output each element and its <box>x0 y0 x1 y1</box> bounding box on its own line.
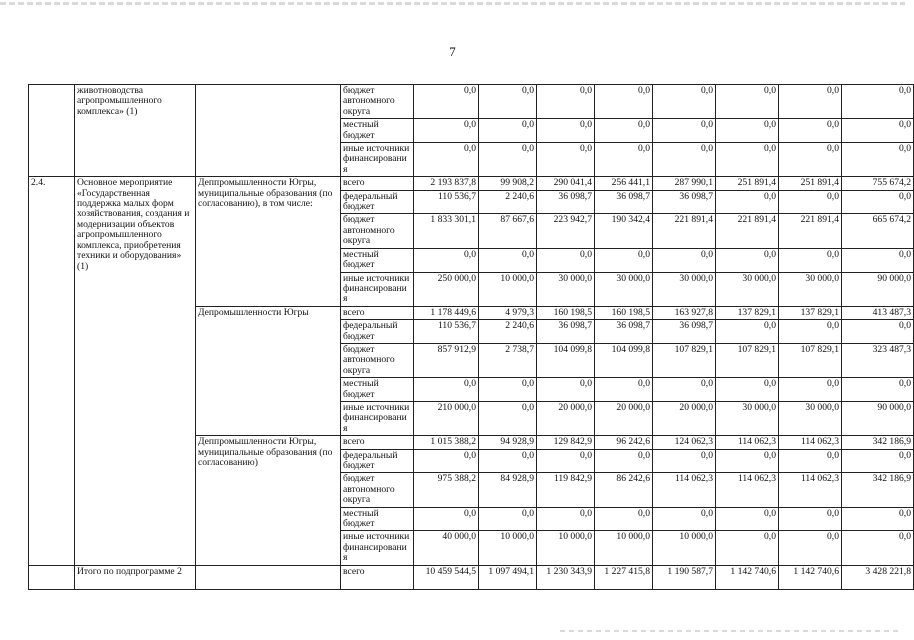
value-cell: 0,0 <box>779 143 842 177</box>
value-cell: 0,0 <box>716 320 779 344</box>
value-cell: 163 927,8 <box>653 306 716 319</box>
value-cell: 413 487,3 <box>842 306 914 319</box>
funding-source-cell: бюджет автономного округа <box>341 473 414 507</box>
value-cell: 36 098,7 <box>537 190 595 214</box>
value-cell: 0,0 <box>779 248 842 272</box>
value-cell: 94 928,9 <box>479 436 537 449</box>
value-cell: 342 186,9 <box>842 473 914 507</box>
value-cell: 223 942,7 <box>537 214 595 248</box>
value-cell: 0,0 <box>716 190 779 214</box>
value-cell: 2 240,6 <box>479 190 537 214</box>
executor-cell: Деппромышленности Югры, муниципальные образования (по согласованию) <box>196 436 341 565</box>
funding-source-cell: местный бюджет <box>341 507 414 531</box>
value-cell: 36 098,7 <box>653 190 716 214</box>
value-cell: 1 227 415,8 <box>595 565 653 589</box>
value-cell: 0,0 <box>537 248 595 272</box>
value-cell: 0,0 <box>653 378 716 402</box>
value-cell: 0,0 <box>842 119 914 143</box>
value-cell: 323 487,3 <box>842 343 914 377</box>
value-cell: 96 242,6 <box>595 436 653 449</box>
funding-source-cell: иные источники финансировани я <box>341 143 414 177</box>
scan-edge-bottom <box>560 630 900 632</box>
value-cell: 0,0 <box>479 378 537 402</box>
value-cell: 0,0 <box>842 190 914 214</box>
value-cell: 30 000,0 <box>779 401 842 435</box>
value-cell: 10 000,0 <box>479 272 537 306</box>
total-executor-cell <box>196 565 341 589</box>
value-cell: 90 000,0 <box>842 401 914 435</box>
value-cell: 1 833 301,1 <box>414 214 479 248</box>
value-cell: 1 190 587,7 <box>653 565 716 589</box>
value-cell: 0,0 <box>653 507 716 531</box>
value-cell: 30 000,0 <box>716 401 779 435</box>
funding-source-cell: всего <box>341 177 414 190</box>
value-cell: 0,0 <box>479 449 537 473</box>
value-cell: 114 062,3 <box>716 436 779 449</box>
value-cell: 30 000,0 <box>595 272 653 306</box>
value-cell: 0,0 <box>595 248 653 272</box>
value-cell: 36 098,7 <box>595 190 653 214</box>
value-cell: 0,0 <box>779 190 842 214</box>
value-cell: 0,0 <box>595 143 653 177</box>
measure-number-cell: 2.4. <box>29 177 75 565</box>
table-row <box>29 85 914 119</box>
total-number-cell <box>29 565 75 589</box>
value-cell: 0,0 <box>537 143 595 177</box>
value-cell: 0,0 <box>716 507 779 531</box>
funding-source-cell: местный бюджет <box>341 378 414 402</box>
value-cell: 0,0 <box>842 85 914 119</box>
value-cell: 221 891,4 <box>653 214 716 248</box>
value-cell: 1 178 449,6 <box>414 306 479 319</box>
value-cell: 0,0 <box>779 449 842 473</box>
value-cell: 0,0 <box>537 449 595 473</box>
value-cell: 0,0 <box>595 449 653 473</box>
value-cell: 0,0 <box>479 143 537 177</box>
value-cell: 30 000,0 <box>779 272 842 306</box>
value-cell: 0,0 <box>716 248 779 272</box>
value-cell: 104 099,8 <box>595 343 653 377</box>
value-cell: 0,0 <box>842 449 914 473</box>
table-row <box>29 177 914 190</box>
value-cell: 0,0 <box>653 85 716 119</box>
value-cell: 0,0 <box>595 507 653 531</box>
value-cell: 107 829,1 <box>716 343 779 377</box>
value-cell: 0,0 <box>414 248 479 272</box>
value-cell: 129 842,9 <box>537 436 595 449</box>
value-cell: 0,0 <box>537 119 595 143</box>
value-cell: 36 098,7 <box>653 320 716 344</box>
value-cell: 0,0 <box>653 248 716 272</box>
value-cell: 975 388,2 <box>414 473 479 507</box>
value-cell: 40 000,0 <box>414 531 479 565</box>
value-cell: 0,0 <box>537 85 595 119</box>
value-cell: 0,0 <box>716 531 779 565</box>
value-cell: 10 000,0 <box>653 531 716 565</box>
value-cell: 0,0 <box>716 143 779 177</box>
value-cell: 30 000,0 <box>716 272 779 306</box>
funding-source-cell: федеральный бюджет <box>341 449 414 473</box>
value-cell: 0,0 <box>779 507 842 531</box>
value-cell: 110 536,7 <box>414 190 479 214</box>
budget-table <box>28 84 914 590</box>
value-cell: 114 062,3 <box>716 473 779 507</box>
table-body <box>29 85 914 590</box>
value-cell: 10 000,0 <box>595 531 653 565</box>
value-cell: 0,0 <box>595 119 653 143</box>
value-cell: 0,0 <box>414 378 479 402</box>
value-cell: 107 829,1 <box>653 343 716 377</box>
value-cell: 0,0 <box>595 85 653 119</box>
value-cell: 0,0 <box>842 531 914 565</box>
value-cell: 0,0 <box>595 378 653 402</box>
funding-source-cell: иные источники финансировани я <box>341 401 414 435</box>
value-cell: 221 891,4 <box>716 214 779 248</box>
value-cell: 251 891,4 <box>779 177 842 190</box>
value-cell: 99 908,2 <box>479 177 537 190</box>
value-cell: 0,0 <box>653 119 716 143</box>
executor-cell: Депромышленности Югры <box>196 306 341 435</box>
value-cell: 342 186,9 <box>842 436 914 449</box>
funding-source-cell: бюджет автономного округа <box>341 85 414 119</box>
measure-name-cell: животноводства агропромышленного комплекса» (1) <box>75 85 196 177</box>
measure-name-cell: Основное мероприятие «Государственная поддержка малых форм хозяйствования, создания и модернизации объектов агропромышленного комплекса, приобретения техники и оборудования» (1) <box>75 177 196 565</box>
value-cell: 221 891,4 <box>779 214 842 248</box>
value-cell: 755 674,2 <box>842 177 914 190</box>
value-cell: 20 000,0 <box>595 401 653 435</box>
value-cell: 0,0 <box>779 378 842 402</box>
value-cell: 84 928,9 <box>479 473 537 507</box>
value-cell: 0,0 <box>716 85 779 119</box>
funding-source-cell: иные источники финансировани я <box>341 272 414 306</box>
funding-source-cell: всего <box>341 565 414 589</box>
funding-source-cell: местный бюджет <box>341 119 414 143</box>
value-cell: 0,0 <box>479 119 537 143</box>
value-cell: 665 674,2 <box>842 214 914 248</box>
value-cell: 0,0 <box>537 507 595 531</box>
value-cell: 0,0 <box>716 119 779 143</box>
value-cell: 114 062,3 <box>779 436 842 449</box>
value-cell: 2 193 837,8 <box>414 177 479 190</box>
value-cell: 137 829,1 <box>779 306 842 319</box>
value-cell: 90 000,0 <box>842 272 914 306</box>
value-cell: 1 230 343,9 <box>537 565 595 589</box>
value-cell: 251 891,4 <box>716 177 779 190</box>
value-cell: 119 842,9 <box>537 473 595 507</box>
value-cell: 0,0 <box>414 85 479 119</box>
value-cell: 0,0 <box>842 507 914 531</box>
value-cell: 3 428 221,8 <box>842 565 914 589</box>
value-cell: 1 015 388,2 <box>414 436 479 449</box>
value-cell: 210 000,0 <box>414 401 479 435</box>
executor-cell: Деппромышленности Югры, муниципальные образования (по согласованию), в том числе: <box>196 177 341 306</box>
value-cell: 0,0 <box>779 320 842 344</box>
value-cell: 0,0 <box>842 143 914 177</box>
measure-number-cell <box>29 85 75 177</box>
value-cell: 10 459 544,5 <box>414 565 479 589</box>
funding-source-cell: бюджет автономного округа <box>341 214 414 248</box>
funding-source-cell: всего <box>341 436 414 449</box>
executor-cell <box>196 85 341 177</box>
value-cell: 0,0 <box>842 320 914 344</box>
funding-source-cell: бюджет автономного округа <box>341 343 414 377</box>
total-label-cell: Итого по подпрограмме 2 <box>75 565 196 589</box>
value-cell: 0,0 <box>414 449 479 473</box>
value-cell: 190 342,4 <box>595 214 653 248</box>
funding-source-cell: всего <box>341 306 414 319</box>
value-cell: 110 536,7 <box>414 320 479 344</box>
value-cell: 0,0 <box>537 378 595 402</box>
value-cell: 36 098,7 <box>595 320 653 344</box>
value-cell: 30 000,0 <box>653 272 716 306</box>
value-cell: 0,0 <box>653 143 716 177</box>
value-cell: 0,0 <box>842 248 914 272</box>
value-cell: 1 142 740,6 <box>779 565 842 589</box>
value-cell: 0,0 <box>479 248 537 272</box>
value-cell: 0,0 <box>779 119 842 143</box>
scan-edge-top <box>0 2 905 5</box>
value-cell: 0,0 <box>414 507 479 531</box>
value-cell: 124 062,3 <box>653 436 716 449</box>
table-row <box>29 565 914 589</box>
value-cell: 10 000,0 <box>479 531 537 565</box>
value-cell: 0,0 <box>479 401 537 435</box>
funding-source-cell: местный бюджет <box>341 248 414 272</box>
value-cell: 0,0 <box>716 378 779 402</box>
value-cell: 857 912,9 <box>414 343 479 377</box>
funding-source-cell: федеральный бюджет <box>341 190 414 214</box>
value-cell: 160 198,5 <box>595 306 653 319</box>
value-cell: 20 000,0 <box>653 401 716 435</box>
value-cell: 30 000,0 <box>537 272 595 306</box>
value-cell: 137 829,1 <box>716 306 779 319</box>
value-cell: 114 062,3 <box>779 473 842 507</box>
value-cell: 256 441,1 <box>595 177 653 190</box>
value-cell: 0,0 <box>779 85 842 119</box>
value-cell: 250 000,0 <box>414 272 479 306</box>
value-cell: 4 979,3 <box>479 306 537 319</box>
value-cell: 2 240,6 <box>479 320 537 344</box>
value-cell: 287 990,1 <box>653 177 716 190</box>
value-cell: 0,0 <box>716 449 779 473</box>
value-cell: 86 242,6 <box>595 473 653 507</box>
value-cell: 87 667,6 <box>479 214 537 248</box>
value-cell: 2 738,7 <box>479 343 537 377</box>
value-cell: 104 099,8 <box>537 343 595 377</box>
value-cell: 114 062,3 <box>653 473 716 507</box>
value-cell: 107 829,1 <box>779 343 842 377</box>
value-cell: 160 198,5 <box>537 306 595 319</box>
funding-source-cell: иные источники финансировани я <box>341 531 414 565</box>
funding-source-cell: федеральный бюджет <box>341 320 414 344</box>
value-cell: 0,0 <box>653 449 716 473</box>
value-cell: 36 098,7 <box>537 320 595 344</box>
value-cell: 1 142 740,6 <box>716 565 779 589</box>
value-cell: 1 097 494,1 <box>479 565 537 589</box>
value-cell: 0,0 <box>414 143 479 177</box>
page-number: 7 <box>449 44 456 59</box>
value-cell: 20 000,0 <box>537 401 595 435</box>
value-cell: 10 000,0 <box>537 531 595 565</box>
value-cell: 0,0 <box>479 507 537 531</box>
value-cell: 0,0 <box>479 85 537 119</box>
value-cell: 0,0 <box>779 531 842 565</box>
value-cell: 0,0 <box>414 119 479 143</box>
value-cell: 0,0 <box>842 378 914 402</box>
value-cell: 290 041,4 <box>537 177 595 190</box>
